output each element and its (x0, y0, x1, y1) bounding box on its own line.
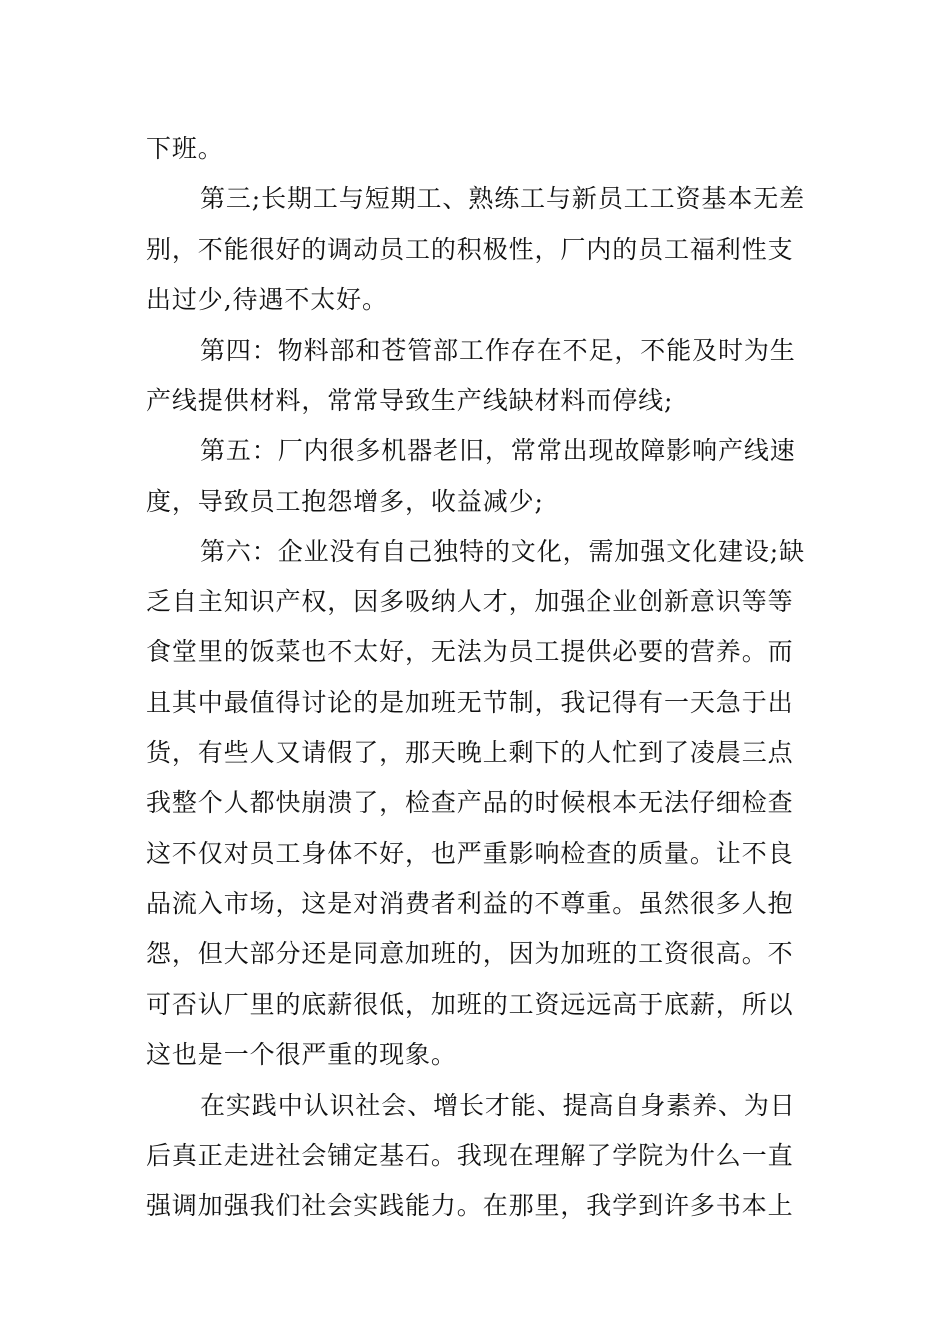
text-line: 产线提供材料，常常导致生产线缺材料而停线; (146, 386, 674, 415)
paragraph-practice-start: 在实践中认识社会、增长才能、提高自身素养、为日 (200, 1091, 796, 1120)
text-line: 这不仅对员工身体不好，也严重影响检查的质量。让不良 (146, 839, 794, 868)
text-line: 可否认厂里的底薪很低，加班的工资远远高于底薪，所以 (146, 990, 794, 1019)
text-line: 强调加强我们社会实践能力。在那里，我学到许多书本上 (146, 1191, 794, 1220)
text-line: 出过少,待遇不太好。 (146, 285, 388, 314)
text-line: 怨，但大部分还是同意加班的，因为加班的工资很高。不 (146, 939, 794, 968)
text-line: 后真正走进社会铺定基石。我现在理解了学院为什么一直 (146, 1141, 794, 1170)
paragraph-fourth-start: 第四：物料部和苍管部工作存在不足，不能及时为生 (200, 336, 796, 365)
text-line: 货，有些人又请假了，那天晚上剩下的人忙到了凌晨三点 (146, 738, 794, 767)
text-line: 乏自主知识产权，因多吸纳人才，加强企业创新意识等等 (146, 587, 794, 616)
text-line: 我整个人都快崩溃了，检查产品的时候根本无法仔细检查 (146, 788, 794, 817)
text-line: 这也是一个很严重的现象。 (146, 1040, 457, 1069)
text-line: 且其中最值得讨论的是加班无节制，我记得有一天急于出 (146, 688, 794, 717)
text-line: 度，导致员工抱怨增多，收益减少; (146, 487, 544, 516)
paragraph-sixth-start: 第六：企业没有自己独特的文化，需加强文化建设;缺 (200, 537, 806, 566)
text-line: 别，不能很好的调动员工的积极性，厂内的员工福利性支 (146, 235, 794, 264)
paragraph-fifth-start: 第五：厂内很多机器老旧，常常出现故障影响产线速 (200, 436, 796, 465)
text-line: 食堂里的饭菜也不太好，无法为员工提供必要的营养。而 (146, 637, 794, 666)
text-line: 品流入市场，这是对消费者利益的不尊重。虽然很多人抱 (146, 889, 794, 918)
paragraph-third-start: 第三;长期工与短期工、熟练工与新员工工资基本无差 (200, 184, 806, 213)
text-line: 下班。 (146, 134, 224, 163)
